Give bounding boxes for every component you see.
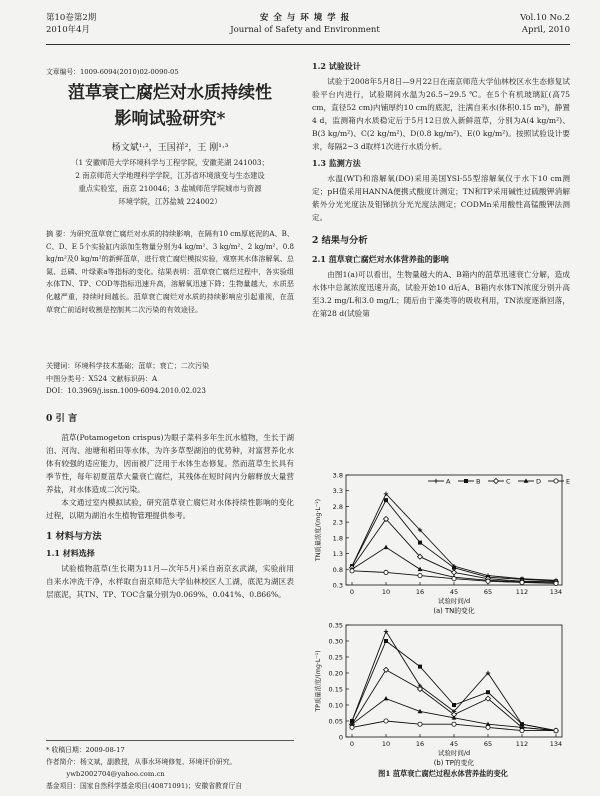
journal-name [200, 12, 410, 36]
y-tick-label: 1.8 [332, 534, 343, 543]
legend-label: B [476, 477, 481, 486]
article-meta [46, 360, 294, 398]
figure-1 [312, 465, 574, 785]
affiliation-line: 重点实验室，南京 210046；3 盐城师范学院城市与资源 [78, 184, 262, 193]
y-tick-label: 0.35 [328, 621, 343, 630]
data-point-e [384, 719, 388, 723]
footnote [46, 740, 294, 792]
data-point-b [452, 703, 456, 707]
data-point-b [384, 639, 388, 643]
figure-caption: 图1 菹草衰亡腐烂过程水体营养盐的变化 [378, 769, 508, 778]
materials-subheading: 1.1 材料选择 [46, 548, 95, 558]
data-point-e [418, 722, 422, 726]
data-point-e [384, 570, 388, 574]
data-point-e [350, 725, 354, 729]
x-tick-label: 134 [549, 740, 563, 748]
affiliation-line: 2 南京师范大学地理科学学院，江苏省环境演变与生态建设 [75, 171, 265, 180]
intro-paragraph: 菹草(Potamogeton crispus)为眼子菜科多年生沉水植物，生长于湖泊、河沟、池塘和稻田等水体，为许多草型湖泊的优势种，对富营养化水体有较强的适应能力，因而被广泛用于水体生态修复。然而菹草生长具有季节性，每年初夏菹草大量衰亡腐烂，其残体在短时间内分解释放大量营养盐，对水体造成二次污染。 [46, 433, 294, 494]
paper-title [46, 80, 294, 132]
plot-frame [346, 625, 562, 737]
monitoring-paragraph: 水温(WT)和溶解氧(DO)采用美国YSI-55型溶解氧仪于水下10 cm测定；pH值采用HANNA便携式酸度计测定；TN和TP采用碱性过硫酸钾消解紫外分光光度法及钼锑抗分光光度法测定；CODMn采用酸性高锰酸钾法测定。 [312, 174, 570, 222]
author-bio: 作者简介：杨文斌，副教授，从事水环境修复、环境评价研究。 [46, 758, 237, 766]
data-point-e [554, 729, 558, 733]
title-line-1: 菹草衰亡腐烂对水质持续性 [68, 83, 272, 103]
data-point-e [452, 577, 456, 581]
panel-label: (b) TP的变化 [433, 759, 475, 767]
x-tick-label: 65 [483, 588, 493, 596]
data-point-e [486, 725, 490, 729]
y-axis-label: TP质量浓度/(mg·L⁻¹) [315, 650, 322, 712]
data-point-e [486, 579, 490, 583]
x-tick-label: 134 [549, 588, 563, 596]
x-tick-label: 112 [515, 588, 529, 596]
legend-marker-e [554, 479, 558, 483]
results-subheading: 2.1 菹草衰亡腐烂对水体营养盐的影响 [312, 254, 449, 264]
article-id: 文章编号：1009-6094(2010)02-0090-05 [46, 68, 179, 76]
y-tick-label: 0.10 [328, 701, 343, 710]
title-line-2: 影响试验研究* [114, 109, 226, 129]
x-tick-label: 45 [449, 588, 459, 596]
data-point-b [486, 690, 490, 694]
data-point-c [452, 570, 457, 575]
x-tick-label: 10 [381, 588, 391, 596]
legend-label: E [566, 477, 571, 486]
legend-marker-c [494, 479, 499, 484]
affiliations [46, 156, 294, 208]
y-tick-label: 0.8 [332, 565, 343, 574]
data-point-b [384, 498, 388, 502]
classification: 中图分类号：X524 文献标识码：A [46, 373, 158, 383]
left-body [46, 410, 294, 601]
x-tick-label: 0 [349, 588, 355, 596]
data-point-e [418, 573, 422, 577]
data-point-e [520, 580, 524, 584]
legend-label: D [536, 477, 542, 486]
right-body [312, 60, 570, 320]
data-point-c [384, 667, 389, 672]
y-tick-label: 0.20 [328, 669, 343, 678]
data-point-a [384, 629, 388, 633]
journal-issue [46, 12, 96, 36]
data-point-d [384, 545, 389, 549]
results-heading: 2 结果与分析 [312, 235, 368, 246]
journal-volume [520, 12, 570, 36]
volume-date: April, 2010 [521, 25, 570, 35]
intro-heading: 0 引 言 [46, 413, 78, 424]
x-axis-label: 试验时间/d [437, 597, 471, 605]
journal-title-en: Journal of Safety and Environment [230, 25, 380, 35]
data-point-b [418, 665, 422, 669]
design-subheading: 1.2 试验设计 [312, 61, 361, 71]
y-tick-label: 1.3 [332, 550, 343, 559]
issue-volume: 第10卷第2期 [46, 13, 97, 23]
data-point-e [520, 729, 524, 733]
data-point-e [350, 569, 354, 573]
affiliation-line: 环境学院，江苏盐城 224002） [118, 197, 222, 206]
data-point-b [452, 566, 456, 570]
journal-title-cn: 安 全 与 环 境 学 报 [259, 13, 351, 23]
y-tick-label: 3.8 [332, 471, 343, 480]
y-axis-label: TN质量浓度/(mg·L⁻¹) [315, 498, 322, 562]
authors: 杨文斌¹·²，王国祥²，王 刚¹·³ [111, 143, 229, 153]
affiliation-line: （1 安徽师范大学环境科学与工程学院，安徽芜湖 241003； [71, 158, 269, 167]
abstract: 摘 要：为研究菹草衰亡腐烂对水质的持续影响，在隔有10 cm厚底泥的A、B、C、D、E 5个实验缸内添加生物量分别为4 kg/m²、3 kg/m²、2 kg/m²、0.8 kg/m²及0 kg/m²的新鲜菹草，进行衰亡腐烂模拟实验，观察其水体溶解氧、总氮、总磷、叶绿素a等指标的变化。结果表明：菹草衰亡腐烂过程中，各实验组水体TN、TP、COD等指标迅速升高，溶解氧迅速下降；生物量越大，水质恶化越严重，持续时间越长。菹草衰亡腐烂对水质的持续影响应引起重视，在菹草衰亡前适时收割是控制其二次污染的有效途径。 [46, 229, 294, 314]
x-tick-label: 16 [415, 588, 425, 596]
y-tick-label: 0 [338, 733, 343, 742]
y-tick-label: 0.05 [328, 717, 343, 726]
x-tick-label: 112 [515, 740, 529, 748]
legend-label: C [506, 477, 511, 486]
y-tick-label: 3.3 [332, 487, 343, 496]
results-paragraph: 由图1(a)可以看出，生物量越大的A、B箱内的菹草迅速衰亡分解，造成水体中总氮浓度迅速升高，试验开始10 d后A、B箱内水体TN浓度分别升高至3.2 mg/L和3.0 mg/L；随后由于藻类等的吸收利用，TN浓度逐渐回落，在第28 d(试验第 [312, 270, 570, 318]
x-axis-label: 试验时间/d [437, 749, 471, 757]
legend-marker-a [434, 479, 438, 483]
monitoring-subheading: 1.3 监测方法 [312, 158, 361, 168]
funding: 基金项目：国家自然科学基金项目(40871091)；安徽省教育厅自 [46, 782, 243, 790]
methods-heading: 1 材料与方法 [46, 531, 102, 542]
keywords: 关键词：环境科学技术基础；菹草；衰亡；二次污染 [46, 361, 210, 370]
data-point-b [418, 541, 422, 545]
y-tick-label: 2.8 [332, 502, 343, 511]
x-tick-label: 0 [349, 740, 355, 748]
design-paragraph: 试验于2008年5月8日—9月22日在南京师范大学仙林校区水生态修复试验平台内进行，试验期间水温为26.5~29.5 ℃。在5个有机玻璃缸(高75 cm，直径52 cm)内铺厚约10 cm的底泥，注满自来水(体积0.15 m³)，静置4 d，监测箱内水质稳定后于5月12日放入新鲜菹草，分别为A(4 kg/m²)、B(3 kg/m²)、C(2 kg/m²)、D(0.8 kg/m²)、E(0 kg/m²)。按照试验设计要求，每隔2~3 d取样1次进行水质分析。 [312, 77, 570, 151]
x-tick-label: 10 [381, 740, 391, 748]
y-tick-label: 0.15 [328, 685, 343, 694]
issue-date: 2010年4月 [46, 25, 91, 35]
x-tick-label: 16 [415, 740, 425, 748]
doi: DOI：10.3969/j.issn.1009-6094.2010.02.023 [46, 386, 206, 396]
materials-paragraph: 试验植物菹草(生长期为11月—次年5月)采自南京玄武湖，实验前用自来水冲洗干净，水样取自南京师范大学仙林校区人工湖，底泥为湖区表层底泥，其TN、TP、TOC含量分别为0.069%、0.041%、0.866%。 [46, 564, 294, 599]
author-email: ywb2002704@yahoo.com.cn [66, 770, 165, 778]
x-tick-label: 45 [449, 740, 459, 748]
intro-paragraph: 本文通过室内模拟试验，研究菹草衰亡腐烂对水体持续性影响的变化过程，以期为湖泊水生植物管理提供参考。 [46, 498, 294, 520]
x-tick-label: 65 [483, 740, 493, 748]
data-point-d [418, 567, 423, 571]
received-date: * 收稿日期：2009-08-17 [46, 746, 125, 754]
volume-number: Vol.10 No.2 [520, 13, 570, 23]
y-tick-label: 2.3 [332, 518, 343, 527]
data-point-d [384, 696, 389, 700]
legend-label: A [446, 477, 451, 486]
data-point-e [554, 581, 558, 585]
data-point-e [452, 722, 456, 726]
y-tick-label: 0.30 [328, 637, 343, 646]
legend-marker-b [464, 479, 468, 483]
panel-label: (a) TN的变化 [433, 607, 475, 615]
y-tick-label: 0.3 [332, 581, 343, 590]
y-tick-label: 0.25 [328, 653, 343, 662]
figure-svg [312, 465, 574, 777]
header-rule [46, 44, 570, 45]
